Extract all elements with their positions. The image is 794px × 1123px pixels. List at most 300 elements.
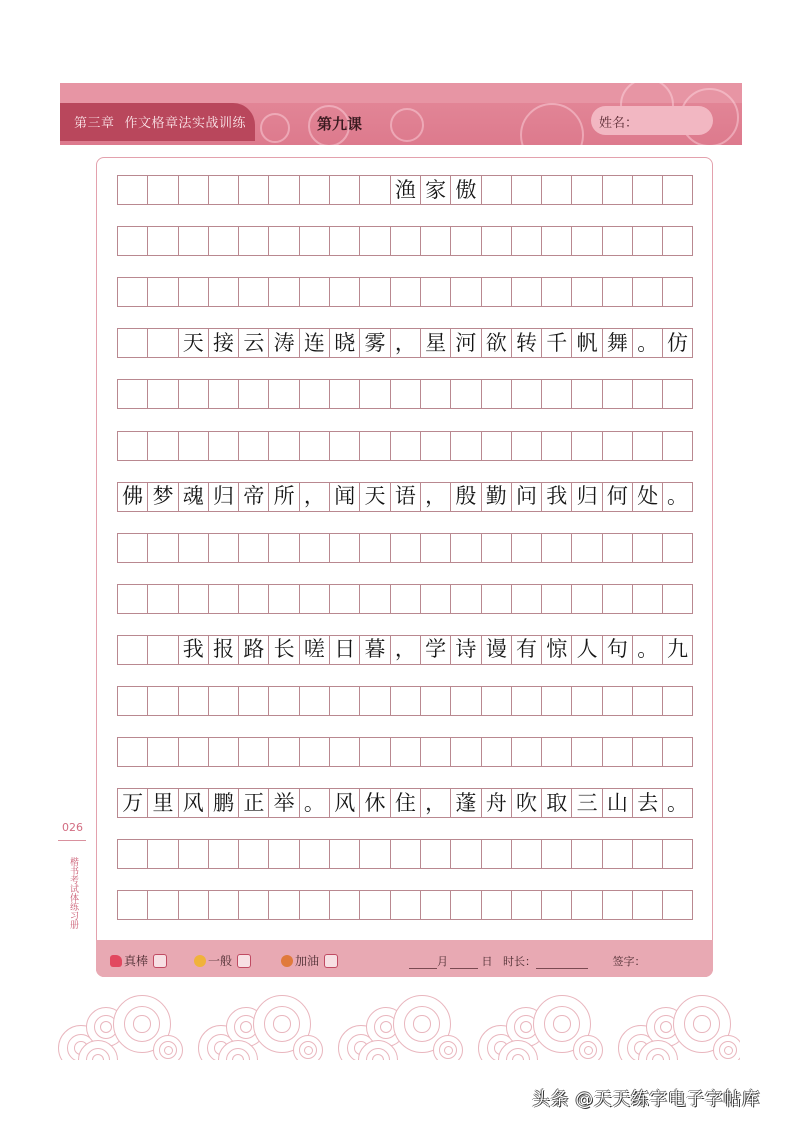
grid-cell[interactable] (541, 737, 571, 767)
cloud-swirl-icon (372, 1054, 384, 1060)
grid-cell[interactable] (571, 226, 601, 256)
grid-cell[interactable]: 闻 (329, 482, 359, 512)
grid-cell[interactable] (602, 584, 632, 614)
grid-cell[interactable] (178, 431, 208, 461)
grid-cell[interactable] (147, 328, 177, 358)
grid-cell[interactable] (238, 839, 268, 869)
grid-cell[interactable]: 星 (420, 328, 450, 358)
grid-cell[interactable]: 正 (238, 788, 268, 818)
grid-cell[interactable] (329, 533, 359, 563)
grid-cell[interactable] (571, 686, 601, 716)
grid-cell[interactable] (632, 533, 662, 563)
grid-cell[interactable] (511, 431, 541, 461)
grid-cell[interactable]: 何 (602, 482, 632, 512)
grid-cell[interactable]: 吹 (511, 788, 541, 818)
grid-cell[interactable] (117, 431, 147, 461)
grid-cell[interactable] (662, 277, 692, 307)
grid-cell[interactable] (481, 890, 511, 920)
grid-cell[interactable] (117, 175, 147, 205)
grid-cell[interactable] (481, 226, 511, 256)
grid-cell[interactable] (208, 175, 238, 205)
grid-cell[interactable] (390, 277, 420, 307)
grid-cell[interactable] (268, 737, 298, 767)
grid-cell[interactable] (511, 737, 541, 767)
grid-cell[interactable] (420, 277, 450, 307)
grid-cell[interactable] (450, 431, 480, 461)
grid-cell[interactable]: ， (420, 788, 450, 818)
grid-cell[interactable] (208, 839, 238, 869)
grid-cell[interactable] (541, 431, 571, 461)
grid-cell[interactable] (481, 737, 511, 767)
grid-cell[interactable] (662, 839, 692, 869)
grid-cell[interactable] (178, 277, 208, 307)
grid-cell[interactable] (329, 175, 359, 205)
grid-cell[interactable] (420, 226, 450, 256)
grid-cell[interactable]: 语 (390, 482, 420, 512)
grid-cell[interactable] (359, 533, 389, 563)
grid-cell[interactable] (662, 584, 692, 614)
grid-cell[interactable] (117, 737, 147, 767)
grid-cell[interactable] (299, 379, 329, 409)
grid-cell[interactable] (602, 277, 632, 307)
rating-average[interactable] (194, 952, 251, 969)
grid-cell[interactable] (662, 226, 692, 256)
grid-cell[interactable] (299, 431, 329, 461)
grid-cell[interactable] (299, 686, 329, 716)
grid-cell[interactable] (632, 277, 662, 307)
grid-cell[interactable]: 人 (571, 635, 601, 665)
grid-cell[interactable] (450, 686, 480, 716)
grid-cell[interactable]: 举 (268, 788, 298, 818)
grid-cell[interactable] (329, 890, 359, 920)
grid-cell[interactable] (662, 175, 692, 205)
grid-cell[interactable] (541, 584, 571, 614)
grid-cell[interactable] (178, 533, 208, 563)
grid-cell[interactable]: 报 (208, 635, 238, 665)
cloud-swirl-icon (240, 1021, 252, 1033)
grid-cell[interactable] (178, 686, 208, 716)
grid-cell[interactable] (147, 379, 177, 409)
grid-cell[interactable] (238, 533, 268, 563)
grid-cell[interactable]: 接 (208, 328, 238, 358)
grid-cell[interactable] (481, 839, 511, 869)
grid-cell[interactable]: 处 (632, 482, 662, 512)
grid-cell[interactable] (329, 226, 359, 256)
grid-cell[interactable] (390, 431, 420, 461)
grid-cell[interactable] (481, 686, 511, 716)
name-field[interactable] (591, 106, 713, 135)
grid-cell[interactable] (511, 839, 541, 869)
grid-cell[interactable] (299, 737, 329, 767)
grid-cell[interactable] (359, 890, 389, 920)
grid-cell[interactable]: 。 (662, 482, 692, 512)
grid-cell[interactable]: 千 (541, 328, 571, 358)
grid-cell[interactable] (632, 226, 662, 256)
grid-cell[interactable] (450, 839, 480, 869)
grid-cell[interactable] (662, 686, 692, 716)
grid-cell[interactable]: 蓬 (450, 788, 480, 818)
grid-cell[interactable] (147, 839, 177, 869)
grid-cell[interactable]: 连 (299, 328, 329, 358)
grid-cell[interactable] (329, 686, 359, 716)
grid-cell[interactable] (299, 277, 329, 307)
grid-cell[interactable] (420, 379, 450, 409)
grid-cell[interactable]: 帝 (238, 482, 268, 512)
grid-cell[interactable] (238, 890, 268, 920)
grid-row (117, 890, 693, 920)
grid-cell[interactable] (511, 686, 541, 716)
grid-cell[interactable] (571, 737, 601, 767)
grid-cell[interactable] (511, 533, 541, 563)
month-label: 月 (437, 955, 448, 968)
rating-keep-going[interactable] (281, 952, 338, 969)
grid-cell[interactable] (602, 226, 632, 256)
grid-cell[interactable]: 嗟 (299, 635, 329, 665)
grid-cell[interactable] (238, 379, 268, 409)
grid-cell[interactable]: 家 (420, 175, 450, 205)
grid-cell[interactable] (208, 890, 238, 920)
grid-cell[interactable] (329, 737, 359, 767)
grid-cell[interactable] (359, 737, 389, 767)
grid-cell[interactable] (268, 584, 298, 614)
grid-cell[interactable] (481, 379, 511, 409)
grid-cell[interactable] (481, 277, 511, 307)
grid-cell[interactable] (147, 431, 177, 461)
grid-cell[interactable] (117, 379, 147, 409)
grid-cell[interactable] (238, 584, 268, 614)
grid-cell[interactable]: 休 (359, 788, 389, 818)
grid-cell[interactable] (359, 277, 389, 307)
grid-cell[interactable] (147, 635, 177, 665)
grid-cell[interactable] (571, 277, 601, 307)
grid-cell[interactable] (208, 226, 238, 256)
grid-cell[interactable] (632, 686, 662, 716)
grid-cell[interactable]: 傲 (450, 175, 480, 205)
grid-cell[interactable] (602, 533, 632, 563)
grid-cell[interactable] (359, 839, 389, 869)
grid-cell[interactable] (390, 686, 420, 716)
grid-cell[interactable] (147, 277, 177, 307)
grid-cell[interactable] (511, 277, 541, 307)
grid-cell[interactable]: 晓 (329, 328, 359, 358)
grid-cell[interactable] (208, 431, 238, 461)
grid-cell[interactable] (511, 175, 541, 205)
grid-cell[interactable] (268, 226, 298, 256)
grid-cell[interactable] (117, 635, 147, 665)
grid-cell[interactable] (208, 737, 238, 767)
grid-cell[interactable]: 归 (571, 482, 601, 512)
grid-cell[interactable]: 风 (329, 788, 359, 818)
grid-cell[interactable] (208, 686, 238, 716)
grid-cell[interactable] (178, 737, 208, 767)
grid-cell[interactable]: 三 (571, 788, 601, 818)
grid-cell[interactable] (571, 379, 601, 409)
grid-cell[interactable]: ， (299, 482, 329, 512)
grid-cell[interactable]: 问 (511, 482, 541, 512)
grid-cell[interactable] (511, 584, 541, 614)
grid-cell[interactable] (268, 533, 298, 563)
grid-cell[interactable] (299, 584, 329, 614)
grid-cell[interactable] (147, 226, 177, 256)
grid-cell[interactable] (541, 175, 571, 205)
grid-cell[interactable] (420, 431, 450, 461)
grid-cell[interactable] (117, 890, 147, 920)
grid-cell[interactable] (632, 431, 662, 461)
grid-cell[interactable] (571, 584, 601, 614)
grid-cell[interactable]: 去 (632, 788, 662, 818)
grid-cell[interactable]: 勤 (481, 482, 511, 512)
grid-cell[interactable] (178, 839, 208, 869)
grid-cell[interactable] (571, 890, 601, 920)
grid-cell[interactable] (602, 431, 632, 461)
grid-cell[interactable]: 我 (178, 635, 208, 665)
grid-cell[interactable] (178, 175, 208, 205)
grid-cell[interactable]: 梦 (147, 482, 177, 512)
rating-average-checkbox[interactable] (237, 954, 251, 968)
grid-cell[interactable] (602, 379, 632, 409)
grid-cell[interactable] (178, 890, 208, 920)
grid-cell[interactable] (481, 431, 511, 461)
grid-cell[interactable]: 惊 (541, 635, 571, 665)
grid-cell[interactable]: 天 (359, 482, 389, 512)
day-blank[interactable] (450, 956, 478, 969)
grid-cell[interactable] (450, 533, 480, 563)
grid-cell[interactable] (481, 584, 511, 614)
grid-cell[interactable] (268, 277, 298, 307)
grid-cell[interactable] (208, 584, 238, 614)
grid-cell[interactable] (268, 839, 298, 869)
duration-blank[interactable] (536, 956, 588, 969)
grid-cell[interactable] (178, 584, 208, 614)
grid-cell[interactable] (420, 890, 450, 920)
grid-cell[interactable] (541, 533, 571, 563)
grid-cell[interactable] (450, 890, 480, 920)
grid-cell[interactable] (299, 226, 329, 256)
grid-cell[interactable] (481, 533, 511, 563)
grid-cell[interactable]: 诗 (450, 635, 480, 665)
grid-cell[interactable] (632, 737, 662, 767)
grid-cell[interactable]: 雾 (359, 328, 389, 358)
grid-cell[interactable]: ， (390, 635, 420, 665)
grid-cell[interactable] (511, 226, 541, 256)
grid-cell[interactable] (511, 379, 541, 409)
grid-cell[interactable] (420, 584, 450, 614)
grid-cell[interactable] (541, 839, 571, 869)
grid-cell[interactable] (238, 175, 268, 205)
grid-cell[interactable]: 。 (632, 328, 662, 358)
grid-cell[interactable] (632, 584, 662, 614)
grid-cell[interactable]: 。 (662, 788, 692, 818)
grid-cell[interactable] (117, 839, 147, 869)
grid-cell[interactable]: 取 (541, 788, 571, 818)
grid-cell[interactable] (632, 175, 662, 205)
grid-cell[interactable] (602, 175, 632, 205)
grid-cell[interactable]: 有 (511, 635, 541, 665)
grid-cell[interactable] (390, 584, 420, 614)
grid-cell[interactable] (420, 737, 450, 767)
grid-cell[interactable] (329, 839, 359, 869)
grid-cell[interactable] (632, 839, 662, 869)
grid-cell[interactable] (450, 277, 480, 307)
grid-cell[interactable] (268, 686, 298, 716)
grid-cell[interactable]: 河 (450, 328, 480, 358)
grid-cell[interactable] (268, 379, 298, 409)
grid-cell[interactable] (178, 379, 208, 409)
grid-cell[interactable]: 风 (178, 788, 208, 818)
grid-cell[interactable] (117, 686, 147, 716)
grid-cell[interactable] (208, 379, 238, 409)
grid-cell[interactable] (390, 737, 420, 767)
grid-cell[interactable] (238, 226, 268, 256)
grid-cell[interactable] (238, 737, 268, 767)
rating-keep-going-checkbox[interactable] (324, 954, 338, 968)
grid-cell[interactable] (602, 686, 632, 716)
grid-cell[interactable] (329, 379, 359, 409)
grid-cell[interactable]: 转 (511, 328, 541, 358)
grid-cell[interactable] (632, 890, 662, 920)
grid-cell[interactable] (662, 431, 692, 461)
grid-cell[interactable] (632, 379, 662, 409)
grid-cell[interactable] (117, 584, 147, 614)
grid-cell[interactable] (450, 226, 480, 256)
grid-cell[interactable] (359, 431, 389, 461)
grid-cell[interactable] (329, 431, 359, 461)
grid-cell[interactable] (147, 533, 177, 563)
grid-cell[interactable] (541, 277, 571, 307)
grid-cell[interactable] (208, 533, 238, 563)
grid-cell[interactable] (602, 737, 632, 767)
grid-cell[interactable] (268, 890, 298, 920)
grid-cell[interactable]: 鹏 (208, 788, 238, 818)
grid-cell[interactable]: 里 (147, 788, 177, 818)
grid-cell[interactable] (299, 839, 329, 869)
grid-cell[interactable] (450, 737, 480, 767)
grid-cell[interactable]: 佛 (117, 482, 147, 512)
grid-cell[interactable] (541, 686, 571, 716)
grid-cell[interactable]: 殷 (450, 482, 480, 512)
grid-cell[interactable] (602, 839, 632, 869)
grid-cell[interactable] (571, 533, 601, 563)
grid-cell[interactable] (390, 379, 420, 409)
grid-cell[interactable] (117, 226, 147, 256)
grid-cell[interactable]: 暮 (359, 635, 389, 665)
grid-cell[interactable]: 渔 (390, 175, 420, 205)
grid-cell[interactable] (268, 431, 298, 461)
grid-cell[interactable] (147, 686, 177, 716)
grid-cell[interactable]: 。 (632, 635, 662, 665)
grid-cell[interactable]: ， (420, 482, 450, 512)
grid-cell[interactable] (238, 686, 268, 716)
grid-row (117, 686, 693, 716)
grid-cell[interactable] (359, 686, 389, 716)
grid-cell[interactable]: 山 (602, 788, 632, 818)
grid-cell[interactable] (117, 277, 147, 307)
grid-cell[interactable] (662, 533, 692, 563)
grid-cell[interactable]: 所 (268, 482, 298, 512)
grid-cell[interactable] (390, 839, 420, 869)
grid-cell[interactable] (390, 890, 420, 920)
grid-cell[interactable]: 魂 (178, 482, 208, 512)
grid-cell[interactable]: 。 (299, 788, 329, 818)
grid-cell[interactable] (450, 584, 480, 614)
grid-cell[interactable] (662, 890, 692, 920)
grid-cell[interactable] (541, 890, 571, 920)
grid-cell[interactable] (541, 379, 571, 409)
grid-cell[interactable]: 谩 (481, 635, 511, 665)
grid-cell[interactable] (299, 175, 329, 205)
grid-cell[interactable] (571, 175, 601, 205)
rating-great-checkbox[interactable] (153, 954, 167, 968)
grid-cell[interactable]: 仿 (662, 328, 692, 358)
grid-cell[interactable]: 云 (238, 328, 268, 358)
grid-cell[interactable]: 学 (420, 635, 450, 665)
grid-cell[interactable] (359, 175, 389, 205)
rating-great[interactable] (110, 952, 167, 969)
grid-cell[interactable]: 长 (268, 635, 298, 665)
grid-cell[interactable] (481, 175, 511, 205)
grid-cell[interactable] (359, 226, 389, 256)
grid-cell[interactable] (329, 277, 359, 307)
grid-cell[interactable] (450, 379, 480, 409)
grid-cell[interactable]: 欲 (481, 328, 511, 358)
grid-cell[interactable] (390, 533, 420, 563)
grid-cell[interactable]: ， (390, 328, 420, 358)
grid-cell[interactable] (238, 431, 268, 461)
grid-cell[interactable]: 天 (178, 328, 208, 358)
grid-cell[interactable] (147, 175, 177, 205)
grid-cell[interactable]: 舞 (602, 328, 632, 358)
grid-cell[interactable] (329, 584, 359, 614)
grid-cell[interactable]: 归 (208, 482, 238, 512)
grid-cell[interactable] (571, 839, 601, 869)
grid-cell[interactable] (511, 890, 541, 920)
grid-cell[interactable] (299, 533, 329, 563)
grid-cell[interactable] (238, 277, 268, 307)
grid-cell[interactable] (420, 686, 450, 716)
grid-cell[interactable] (208, 277, 238, 307)
grid-cell[interactable] (541, 226, 571, 256)
grid-cell[interactable]: 万 (117, 788, 147, 818)
grid-cell[interactable] (420, 533, 450, 563)
grid-cell[interactable] (359, 379, 389, 409)
grid-cell[interactable] (420, 839, 450, 869)
grid-cell[interactable]: 涛 (268, 328, 298, 358)
grid-cell[interactable] (178, 226, 208, 256)
grid-cell[interactable] (390, 226, 420, 256)
grid-cell[interactable] (117, 328, 147, 358)
grid-cell[interactable]: 日 (329, 635, 359, 665)
grid-cell[interactable]: 舟 (481, 788, 511, 818)
month-blank[interactable] (409, 956, 437, 969)
grid-cell[interactable]: 句 (602, 635, 632, 665)
grid-cell[interactable]: 住 (390, 788, 420, 818)
grid-cell[interactable] (147, 890, 177, 920)
grid-cell[interactable] (359, 584, 389, 614)
grid-cell[interactable] (662, 737, 692, 767)
grid-cell[interactable] (602, 890, 632, 920)
grid-cell[interactable] (268, 175, 298, 205)
grid-cell[interactable] (147, 584, 177, 614)
grid-cell[interactable] (299, 890, 329, 920)
grid-cell[interactable] (571, 431, 601, 461)
grid-cell[interactable]: 九 (662, 635, 692, 665)
grid-cell[interactable]: 路 (238, 635, 268, 665)
grid-cell[interactable] (147, 737, 177, 767)
grid-cell[interactable] (117, 533, 147, 563)
grid-cell[interactable] (662, 379, 692, 409)
grid-cell[interactable]: 我 (541, 482, 571, 512)
grid-cell[interactable]: 帆 (571, 328, 601, 358)
